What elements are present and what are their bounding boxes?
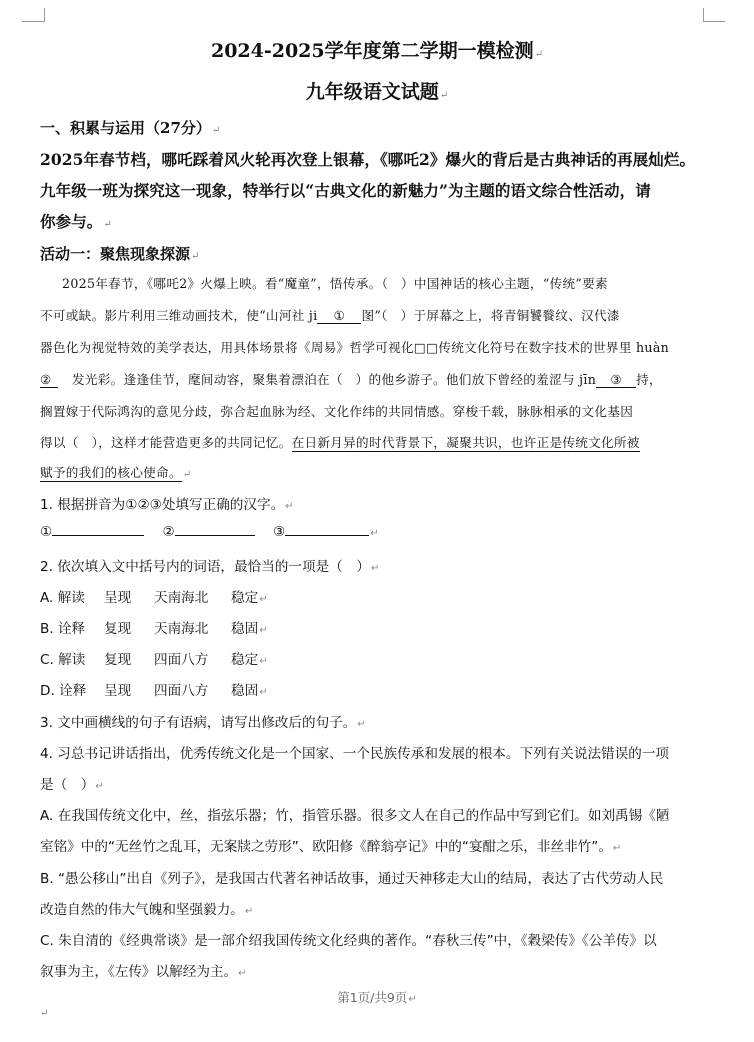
- paragraph-mark: ↵: [40, 1008, 49, 1019]
- underlined-sentence: 赋予的我们的核心使命。: [40, 465, 182, 480]
- underlined-sentence: 在日新月异的时代背景下，凝聚共识，也许正是传统文化所被: [291, 435, 640, 450]
- question-3: 3. 文中画横线的句子有语病，请写出修改后的句子。↵: [40, 715, 366, 731]
- exam-subtitle: 九年级语文试题↵: [305, 81, 449, 103]
- answer-blank[interactable]: [52, 535, 144, 536]
- passage-line: 赋予的我们的核心使命。↵: [40, 465, 192, 480]
- crop-mark: [22, 21, 44, 22]
- option-d: D. 诠释 呈现 四面八方 稳固↵: [40, 683, 268, 699]
- q4-option-b: B. “愚公移山”出自《列子》，是我国古代著名神话故事，通过天神移走大山的结局，表达了古代劳动人民: [40, 871, 664, 887]
- option-a: A. 解读 呈现 天南海北 稳定↵: [40, 590, 268, 606]
- question-4: 4. 习总书记讲话指出，优秀传统文化是一个国家、一个民族传承和发展的根本。下列有关说法错误的一项: [40, 746, 670, 762]
- passage-line: 搁置嫁于代际鸿沟的意见分歧，弥合起血脉为经、文化作纬的共同情感。穿梭千载，脉脉相承的文化基因: [40, 404, 634, 419]
- exam-title: 2024-2025学年度第二学期一模检测↵: [210, 40, 544, 62]
- passage-line: 2025年春节，《哪吒2》火爆上映。看“魔童”，悟传承。（ ）中国神话的核心主题，“传统”要素: [62, 276, 608, 291]
- crop-mark: [703, 8, 718, 22]
- q4-option-c: C. 朱自清的《经典常谈》是一部介绍我国传统文化经典的著作。“春秋三传”中，《穀梁传》《公羊传》以: [40, 933, 657, 949]
- question-4: 是（ ）↵: [40, 777, 104, 793]
- passage-line: 器色化为视觉特效的美学表达，用具体场景将《周易》哲学可视化□□传统文化符号在数字技术的世界里 huàn: [40, 340, 670, 355]
- option-b: B. 诠释 复现 天南海北 稳固↵: [40, 621, 268, 637]
- intro-line: 你参与。↵: [40, 212, 112, 231]
- q4-option-a: A. 在我国传统文化中，丝，指弦乐器；竹，指管乐器。很多文人在自己的作品中写到它们。如刘禹锡《陋: [40, 808, 670, 824]
- intro-line: 九年级一班为探究这一现象，特举行以“古典文化的新魅力”为主题的语文综合性活动，请: [40, 181, 651, 200]
- option-c: C. 解读 复现 四面八方 稳定↵: [40, 652, 268, 668]
- intro-line: 2025年春节档，哪吒踩着风火轮再次登上银幕，《哪吒2》爆火的背后是古典神话的再展灿烂。: [40, 150, 696, 169]
- crop-mark: [703, 21, 725, 22]
- q1-answer-line: ① ② ③ ↵: [40, 524, 379, 540]
- passage-line: 不可或缺。影片利用三维动画技术，使“山河社 ji ① 图”（ ）于屏幕之上，将青铜饕餮纹、汉代漆: [40, 308, 620, 323]
- activity-heading: 活动一：聚焦现象探源↵: [40, 245, 200, 263]
- question-1: 1. 根据拼音为①②③处填写正确的汉字。↵: [40, 497, 294, 513]
- answer-blank[interactable]: [285, 535, 369, 536]
- crop-mark: [30, 8, 45, 22]
- q4-option-a: 室铭》中的“无丝竹之乱耳，无案牍之劳形”、欧阳修《醉翁亭记》中的“宴酣之乐，非丝非竹”。↵: [40, 839, 622, 855]
- q4-option-b: 改造自然的伟大气魄和坚强毅力。↵: [40, 902, 254, 918]
- question-2: 2. 依次填入文中括号内的词语，最恰当的一项是（ ）↵: [40, 559, 380, 575]
- section-heading: 一、积累与运用（27分）↵: [40, 119, 221, 137]
- q4-option-c: 叙事为主，《左传》以解经为主。↵: [40, 964, 247, 980]
- page-footer: 第1页/共9页↵: [337, 990, 417, 1005]
- passage-line: 得以（ ），这样才能营造更多的共同记忆。在日新月异的时代背景下，凝聚共识，也许正是传统文化所被: [40, 435, 640, 450]
- answer-blank[interactable]: [175, 535, 255, 536]
- passage-line: ② 发光彩。逢逢佳节，麾间动容，聚集着漂泊在（ ）的他乡游子。他们放下曾经的羞涩与 jīn ③ 持，: [40, 372, 662, 387]
